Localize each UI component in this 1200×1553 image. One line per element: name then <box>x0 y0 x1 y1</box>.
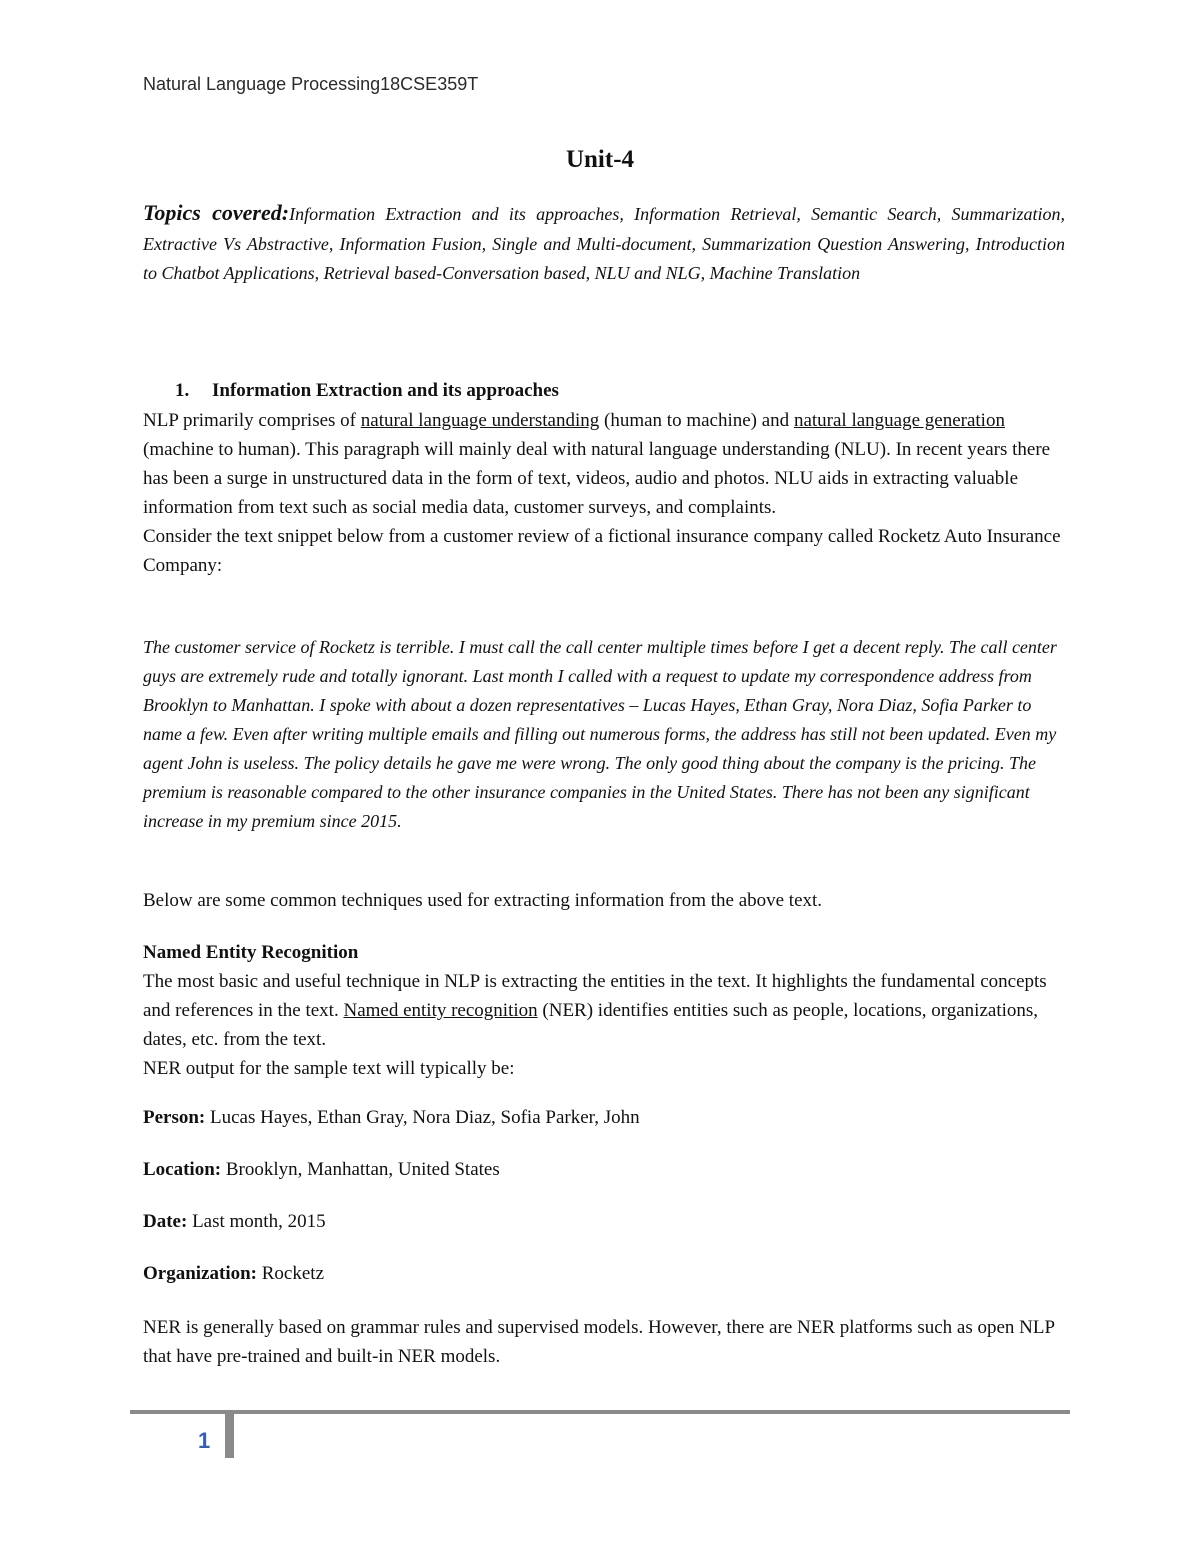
intro-text-b: (human to machine) and <box>599 410 794 431</box>
nlu-link[interactable]: natural language understanding <box>360 410 600 431</box>
customer-review-quote: The customer service of Rocketz is terrible. I must call the call center multiple times before I get a decent reply. The call center guys are extremely rude and totally ignorant. Last month I called with a request to update my correspondence address from Brooklyn to Manhattan. I spoke with about a dozen representatives – Lucas Hayes, Ethan Gray, Nora Diaz, Sofia Parker to name a few. Even after writing multiple emails and filling out numerous forms, the address has still not been updated. Even my agent John is useless. The policy details he gave me were wrong. The only good thing about the company is the pricing. The premium is reasonable compared to the other insurance companies in the United States. There has not been any significant increase in my premium since 2015. <box>143 637 1057 831</box>
ner-output-intro: NER output for the sample text will typically be: <box>143 1058 515 1079</box>
person-label: Person: <box>143 1107 206 1128</box>
section-number: 1. <box>175 380 190 401</box>
page-header: Natural Language Processing18CSE359T <box>143 74 479 94</box>
ner-section <box>143 938 1068 1083</box>
organization-label: Organization: <box>143 1263 257 1284</box>
person-value: Lucas Hayes, Ethan Gray, Nora Diaz, Sofia Parker, John <box>205 1107 640 1128</box>
topics-label: Topics covered: <box>143 200 290 225</box>
location-value: Brooklyn, Manhattan, United States <box>221 1159 500 1180</box>
ner-person-line <box>143 1107 640 1129</box>
ner-location-line <box>143 1159 500 1181</box>
organization-value: Rocketz <box>257 1263 325 1284</box>
location-label: Location: <box>143 1159 222 1180</box>
ner-text-a: The most basic and useful technique in NLP is extracting the entities in the text. It highlights the fundamental concepts and references in the text. <box>143 971 1047 1021</box>
footer-vertical-bar <box>225 1413 234 1458</box>
topics-list: Information Extraction and its approaches, Information Retrieval, Semantic Search, Summarization, Extractive Vs Abstractive, Information Fusion, Single and Multi-document, Summarization Question Answering, Introduction to Chatbot Applications, Retrieval based-Conversation based, NLU and NLG, Machine Translation <box>143 204 1065 283</box>
topics-covered <box>143 198 1065 289</box>
date-label: Date: <box>143 1211 188 1232</box>
techniques-intro: Below are some common techniques used for extracting information from the above text. <box>143 890 823 911</box>
intro-text-a: NLP primarily comprises of <box>143 410 361 431</box>
ner-link[interactable]: Named entity recognition <box>343 1000 538 1021</box>
ner-organization-line <box>143 1263 324 1285</box>
intro-paragraph <box>143 406 1068 580</box>
unit-title: Unit-4 <box>565 146 635 173</box>
footer-divider <box>130 1410 1070 1414</box>
page-number: 1 <box>198 1428 211 1453</box>
ner-heading: Named Entity Recognition <box>143 942 359 963</box>
ner-text-b: (NER) identifies entities such as people, locations, organizations, dates, etc. from the text. <box>143 1000 1039 1050</box>
nlg-link[interactable]: natural language generation <box>793 410 1005 431</box>
ner-date-line <box>143 1211 326 1233</box>
section-title: Information Extraction and its approaches <box>212 380 559 401</box>
date-value: Last month, 2015 <box>187 1211 326 1232</box>
intro-text-c: (machine to human). This paragraph will mainly deal with natural language understanding (NLU). In recent years there has been a surge in unstructured data in the form of text, videos, audio and photos. NLU aids in extracting valuable information from text such as social media data, customer surveys, and complaints. <box>143 439 1051 518</box>
ner-platforms-paragraph: NER is generally based on grammar rules and supervised models. However, there are NER platforms such as open NLP that have pre-trained and built-in NER models. <box>143 1317 1055 1367</box>
consider-paragraph: Consider the text snippet below from a customer review of a fictional insurance company called Rocketz Auto Insurance Company: <box>143 526 1061 576</box>
section-heading <box>175 380 559 402</box>
